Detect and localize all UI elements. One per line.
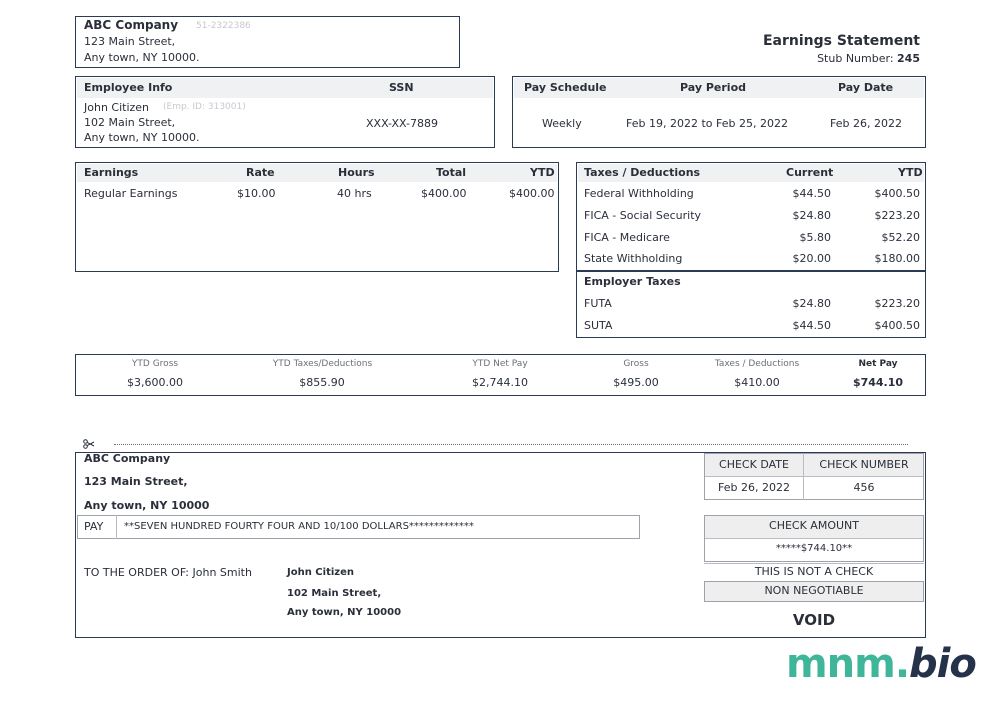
employer-taxes-divider bbox=[577, 270, 925, 272]
employer-tax-name: SUTA bbox=[584, 319, 613, 332]
summary-value: $410.00 bbox=[734, 376, 780, 389]
tax-name: FICA - Medicare bbox=[584, 231, 670, 244]
check-company-name: ABC Company bbox=[84, 452, 171, 465]
tax-current: $20.00 bbox=[792, 252, 831, 265]
tax-ytd: $223.20 bbox=[874, 209, 920, 222]
summary-label: YTD Taxes/Deductions bbox=[272, 359, 373, 369]
earnings-header: Earnings bbox=[84, 166, 139, 179]
watermark-logo bbox=[786, 641, 976, 687]
employer-tax-ytd: $400.50 bbox=[874, 319, 920, 332]
pay-period-value: Feb 19, 2022 to Feb 25, 2022 bbox=[626, 117, 788, 130]
employee-ssn: XXX-XX-7889 bbox=[366, 117, 438, 130]
total-header: Total bbox=[436, 166, 467, 179]
employer-tax-name: FUTA bbox=[584, 297, 612, 310]
earning-rate: $10.00 bbox=[237, 187, 276, 200]
ssn-header: SSN bbox=[389, 81, 414, 94]
employee-street: 102 Main Street, bbox=[84, 116, 176, 129]
summary-value: $2,744.10 bbox=[472, 376, 528, 389]
earning-ytd: $400.00 bbox=[509, 187, 555, 200]
summary-label: YTD Gross bbox=[131, 359, 179, 369]
check-amount-label: CHECK AMOUNT bbox=[769, 519, 859, 532]
earnings-ytd-header: YTD bbox=[530, 166, 555, 179]
pay-amount-words: **SEVEN HUNDRED FOURTY FOUR AND 10/100 DOLLARS************* bbox=[124, 521, 474, 532]
not-a-check-rule bbox=[704, 563, 924, 564]
check-date-label: CHECK DATE bbox=[719, 458, 789, 471]
pay-period-header: Pay Period bbox=[680, 81, 746, 94]
pay-schedule-header: Pay Schedule bbox=[524, 81, 607, 94]
summary-value-net-pay: $744.10 bbox=[852, 376, 904, 389]
summary-value: $855.90 bbox=[299, 376, 345, 389]
check-number-label: CHECK NUMBER bbox=[819, 458, 909, 471]
employer-tax-current: $24.80 bbox=[792, 297, 831, 310]
earning-total: $400.00 bbox=[421, 187, 467, 200]
taxes-ytd-header: YTD bbox=[898, 166, 923, 179]
cut-line bbox=[114, 444, 908, 445]
employee-name: John Citizen bbox=[84, 101, 150, 114]
pay-label: PAY bbox=[84, 520, 104, 533]
employer-taxes-header: Employer Taxes bbox=[584, 275, 681, 288]
employer-tax-current: $44.50 bbox=[792, 319, 831, 332]
check-amount-value: *****$744.10** bbox=[775, 543, 853, 554]
taxes-current-header: Current bbox=[786, 166, 834, 179]
tax-name: Federal Withholding bbox=[584, 187, 694, 200]
tax-name: FICA - Social Security bbox=[584, 209, 702, 222]
payee-name: John Citizen bbox=[287, 567, 355, 578]
company-street: 123 Main Street, bbox=[84, 35, 176, 48]
order-label-text: TO THE ORDER OF: bbox=[84, 566, 190, 579]
check-date-header-divider bbox=[705, 476, 923, 477]
taxes-header: Taxes / Deductions bbox=[584, 166, 701, 179]
employee-city: Any town, NY 10000. bbox=[84, 131, 200, 144]
payee-short-name: John Smith bbox=[192, 566, 252, 579]
watermark-part2: bio bbox=[909, 641, 976, 687]
summary-label: YTD Net Pay bbox=[472, 359, 528, 369]
statement-title: Earnings Statement bbox=[762, 33, 920, 49]
order-label bbox=[84, 566, 252, 579]
pay-date-header: Pay Date bbox=[838, 81, 894, 94]
stub-number bbox=[817, 52, 920, 65]
stub-number-label: Stub Number: bbox=[817, 52, 894, 65]
summary-label: Taxes / Deductions bbox=[714, 359, 800, 369]
payee-street: 102 Main Street, bbox=[287, 588, 382, 599]
earning-type: Regular Earnings bbox=[84, 187, 178, 200]
void-stamp: VOID bbox=[792, 611, 836, 629]
hours-header: Hours bbox=[338, 166, 375, 179]
tax-ytd: $52.20 bbox=[881, 231, 920, 244]
pay-date-value: Feb 26, 2022 bbox=[830, 117, 902, 130]
company-ein: 51-2322386 bbox=[196, 21, 251, 31]
employee-id: (Emp. ID: 313001) bbox=[163, 102, 246, 112]
not-a-check-text: THIS IS NOT A CHECK bbox=[754, 565, 874, 578]
rate-header: Rate bbox=[246, 166, 275, 179]
tax-current: $5.80 bbox=[799, 231, 831, 244]
scissors-icon bbox=[83, 434, 95, 453]
tax-current: $24.80 bbox=[792, 209, 831, 222]
pay-line-divider bbox=[116, 515, 117, 539]
watermark-part1: mnm. bbox=[786, 641, 910, 687]
employee-info-header: Employee Info bbox=[84, 81, 173, 94]
check-company-street: 123 Main Street, bbox=[84, 475, 188, 488]
check-company-city: Any town, NY 10000 bbox=[84, 499, 210, 512]
earning-hours: 40 hrs bbox=[337, 187, 372, 200]
summary-value: $495.00 bbox=[613, 376, 659, 389]
non-negotiable-text: NON NEGOTIABLE bbox=[764, 584, 864, 597]
company-name: ABC Company bbox=[84, 18, 179, 32]
check-amount-divider bbox=[705, 538, 923, 539]
company-city: Any town, NY 10000. bbox=[84, 51, 200, 64]
check-date-value: Feb 26, 2022 bbox=[718, 481, 790, 494]
stub-number-value: 245 bbox=[897, 52, 920, 65]
check-number-value: 456 bbox=[853, 481, 875, 494]
pay-schedule-value: Weekly bbox=[542, 117, 582, 130]
tax-current: $44.50 bbox=[792, 187, 831, 200]
summary-value: $3,600.00 bbox=[127, 376, 183, 389]
tax-ytd: $180.00 bbox=[874, 252, 920, 265]
tax-ytd: $400.50 bbox=[874, 187, 920, 200]
payee-city: Any town, NY 10000 bbox=[287, 607, 402, 618]
summary-label: Gross bbox=[623, 359, 649, 369]
summary-label-net-pay: Net Pay bbox=[858, 359, 898, 369]
earnings-header-bar bbox=[77, 164, 557, 182]
employer-tax-ytd: $223.20 bbox=[874, 297, 920, 310]
tax-name: State Withholding bbox=[584, 252, 683, 265]
